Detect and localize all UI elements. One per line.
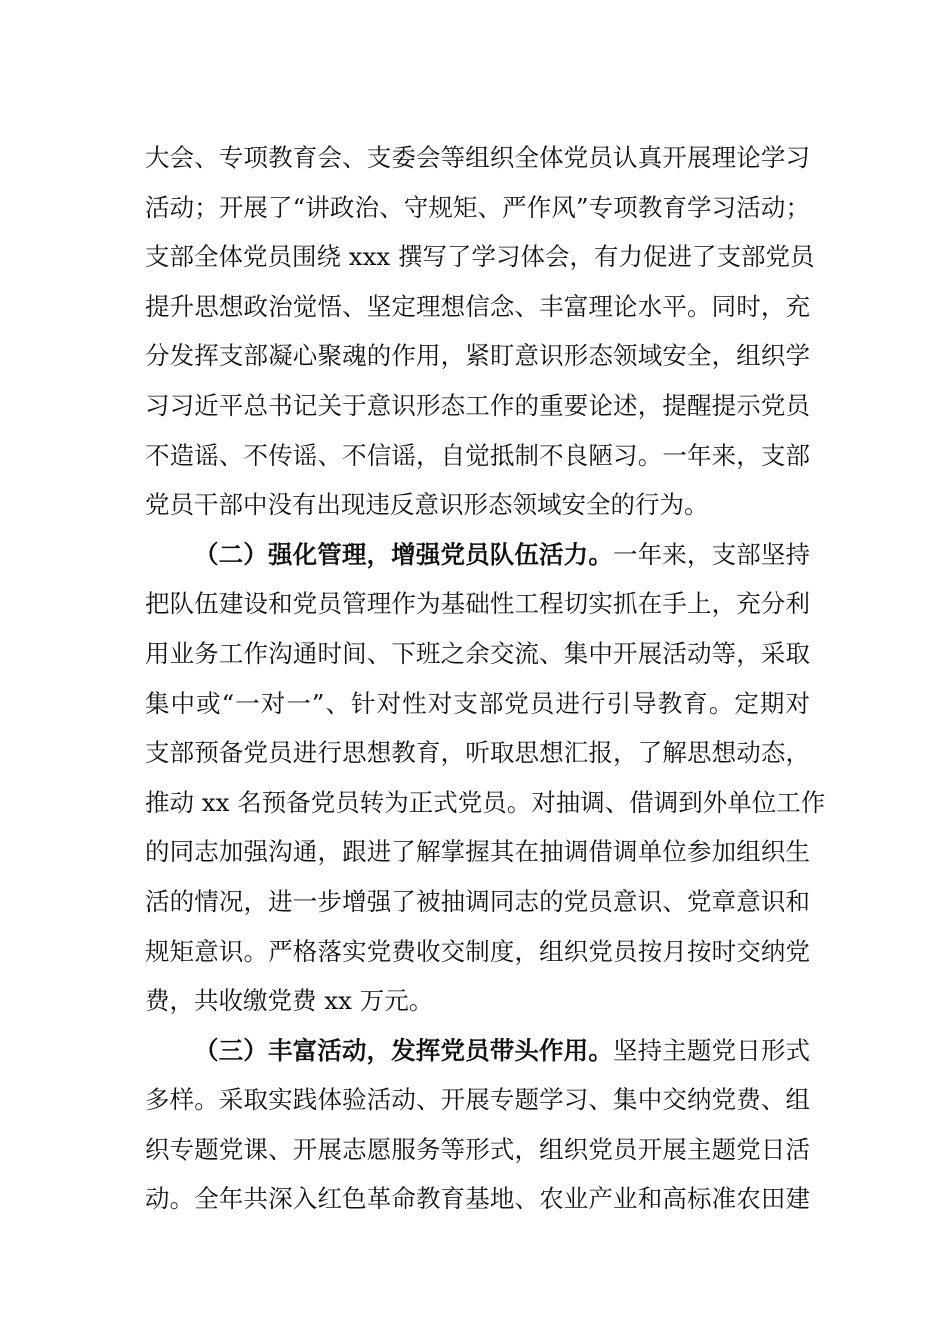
paragraph-first-line xyxy=(145,1026,810,1076)
section-heading: （三）丰富活动，发挥党员带头作用。 xyxy=(194,1035,613,1065)
text-line: 费，共收缴党费 xx 万元。 xyxy=(145,986,434,1016)
text-line: 活动；开展了“讲政治、守规矩、严作风”专项教育学习活动； xyxy=(145,192,810,222)
text-line: 支部预备党员进行思想教育，听取思想汇报，了解思想动态， xyxy=(145,738,810,768)
text-line: 把队伍建设和党员管理作为基础性工程切实抓在手上，充分利 xyxy=(145,589,810,619)
heading-trailing-text: 一年来，支部坚持 xyxy=(612,539,811,569)
paragraph-first-line xyxy=(145,530,810,580)
text-line: 支部全体党员围绕 xxx 撰写了学习体会，有力促进了支部党员 xyxy=(145,242,815,272)
text-line: 大会、专项教育会、支委会等组织全体党员认真开展理论学习 xyxy=(145,143,810,172)
text-line: 规矩意识。严格落实党费收交制度，组织党员按月按时交纳党 xyxy=(145,936,810,966)
text-line: 多样。采取实践体验活动、开展专题学习、集中交纳党费、组 xyxy=(145,1085,810,1115)
paragraph-3 xyxy=(145,1026,810,1224)
paragraph-1 xyxy=(145,133,815,530)
text-line: 分发挥支部凝心聚魂的作用，紧盯意识形态领域安全，组织学 xyxy=(145,341,810,371)
text-line: 习习近平总书记关于意识形态工作的重要论述，提醒提示党员 xyxy=(145,390,810,420)
paragraph-2 xyxy=(145,530,826,1026)
document-body xyxy=(145,133,826,1224)
text-line: 党员干部中没有出现违反意识形态领域安全的行为。 xyxy=(145,490,709,520)
text-line: 活的情况，进一步增强了被抽调同志的党员意识、党章意识和 xyxy=(145,886,810,916)
text-line: 的同志加强沟通，跟进了解掌握其在抽调借调单位参加组织生 xyxy=(145,837,810,867)
text-line: 动。全年共深入红色革命教育基地、农业产业和高标准农田建 xyxy=(145,1184,810,1214)
heading-trailing-text: 坚持主题党日形式 xyxy=(612,1035,811,1065)
text-line: 提升思想政治觉悟、坚定理想信念、丰富理论水平。同时，充 xyxy=(145,291,810,321)
text-line: 织专题党课、开展志愿服务等形式，组织党员开展主题党日活 xyxy=(145,1134,810,1164)
text-line: 不造谣、不传谣、不信谣，自觉抵制不良陋习。一年来，支部 xyxy=(145,440,810,470)
section-heading: （二）强化管理，增强党员队伍活力。 xyxy=(194,539,613,569)
text-line: 集中或“一对一”、针对性对支部党员进行引导教育。定期对 xyxy=(145,688,810,718)
text-line: 用业务工作沟通时间、下班之余交流、集中开展活动等，采取 xyxy=(145,638,810,668)
text-line: 推动 xx 名预备党员转为正式党员。对抽调、借调到外单位工作 xyxy=(145,787,826,817)
